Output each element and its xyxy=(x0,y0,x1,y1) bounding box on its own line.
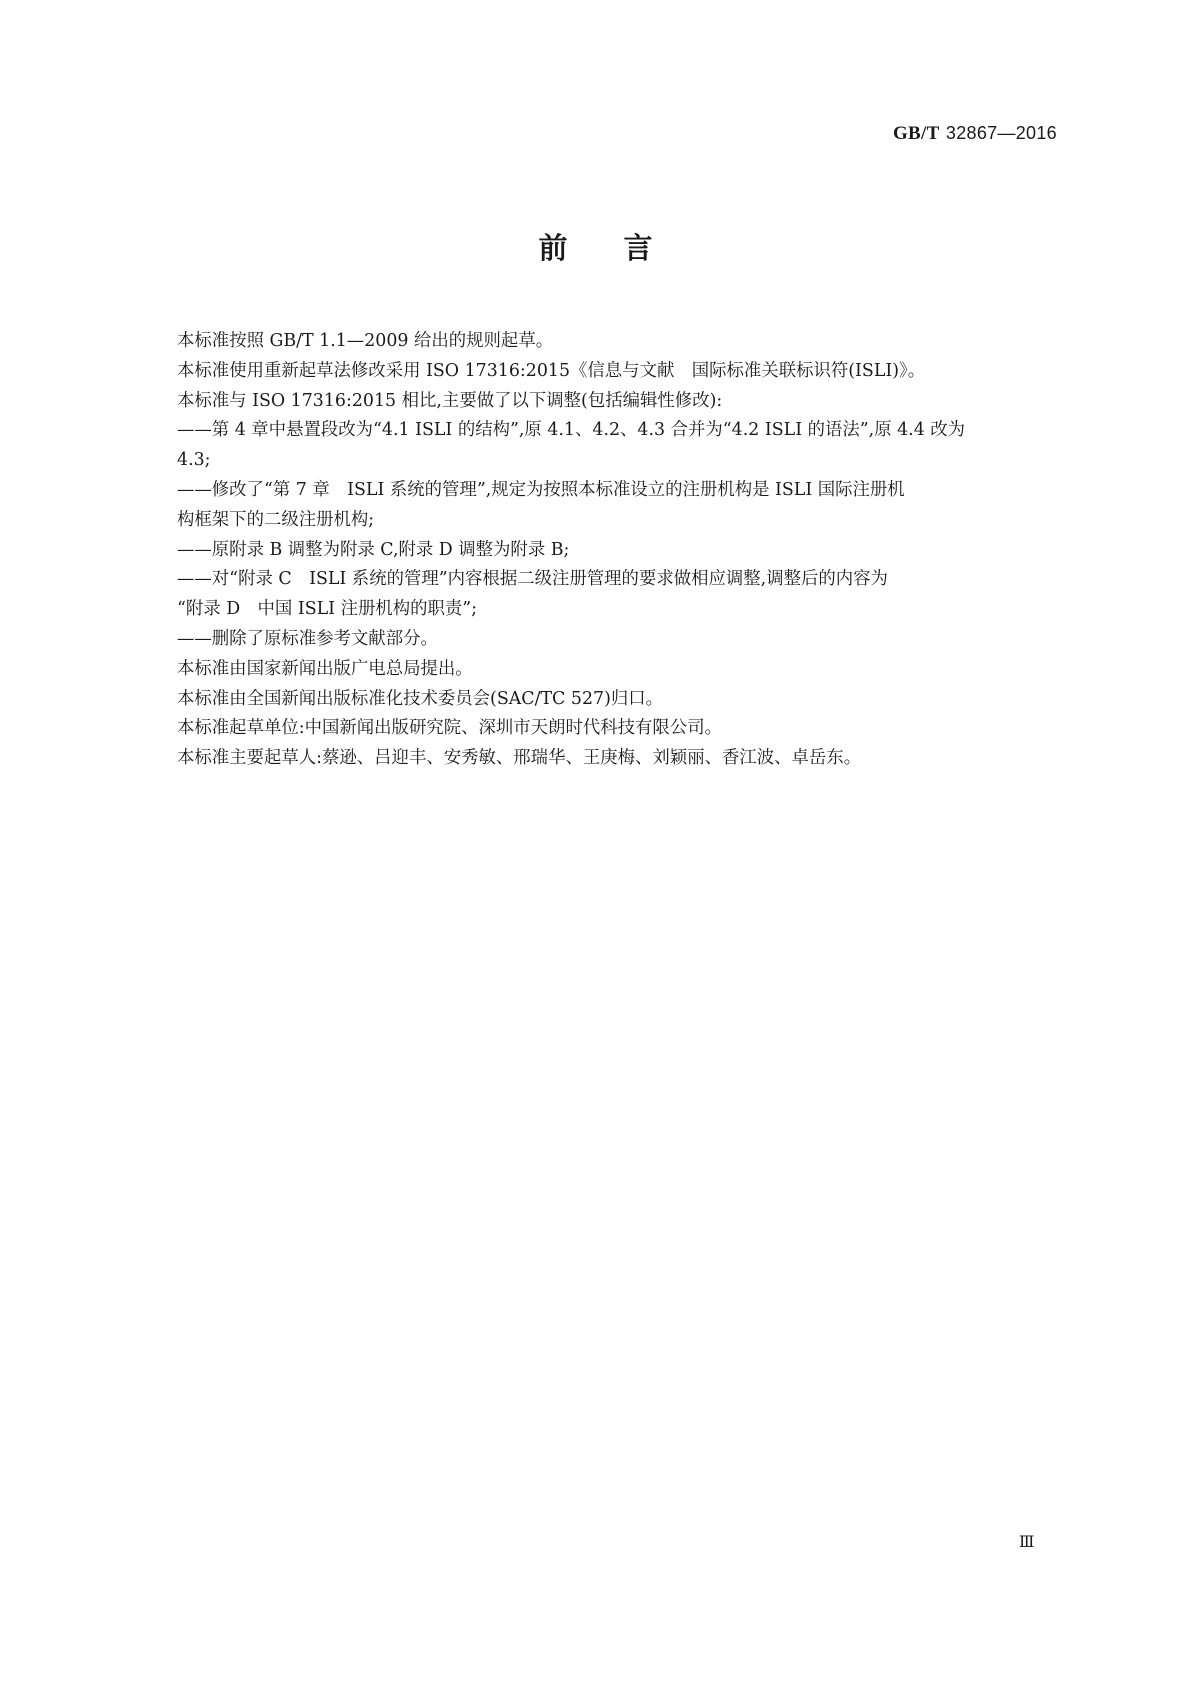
list-item-continuation: 4.3; xyxy=(177,450,211,471)
paragraph-drafting-rules: 本标准按照 GB/T 1.1—2009 给出的规则起草。 xyxy=(177,331,554,351)
list-item-line: ——原附录 B 调整为附录 C,附录 D 调整为附录 B; xyxy=(177,539,570,560)
list-item-continuation: “附录 D 中国 ISLI 注册机构的职责”; xyxy=(177,599,478,620)
list-item-line: ——第 4 章中悬置段改为“4.1 ISLI 的结构”,原 4.1、4.2、4.3 合并为“4.2 ISLI 的语法”,原 4.4 改为 xyxy=(177,420,966,441)
paragraph-proposer: 本标准由国家新闻出版广电总局提出。 xyxy=(177,658,473,679)
paragraph-committee: 本标准由全国新闻出版标准化技术委员会(SAC/TC 527)归口。 xyxy=(177,688,664,709)
list-item xyxy=(177,625,1059,655)
list-item-continuation: 构框架下的二级注册机构; xyxy=(177,509,375,530)
paragraph-adoption: 本标准使用重新起草法修改采用 ISO 17316:2015《信息与文献 国际标准关联标识符(ISLI)》。 xyxy=(177,360,926,381)
page-number: Ⅲ xyxy=(1019,1532,1035,1551)
list-item-line: ——对“附录 C ISLI 系统的管理”内容根据二级注册管理的要求做相应调整,调整后的内容为 xyxy=(177,569,888,590)
page-title: 前言 xyxy=(538,231,709,265)
standard-number: 32867—2016 xyxy=(945,123,1057,143)
list-item xyxy=(177,536,1059,566)
paragraph-drafting-units: 本标准起草单位:中国新闻出版研究院、深圳市天朗时代科技有限公司。 xyxy=(177,718,722,739)
list-item xyxy=(177,416,1059,476)
paragraph-changes-intro: 本标准与 ISO 17316:2015 相比,主要做了以下调整(包括编辑性修改): xyxy=(177,390,723,411)
list-item-line: ——删除了原标准参考文献部分。 xyxy=(177,628,438,649)
list-item xyxy=(177,476,1059,536)
paragraph-drafters: 本标准主要起草人:蔡逊、吕迎丰、安秀敏、邢瑞华、王庚梅、刘颖丽、香江波、卓岳东。 xyxy=(177,748,862,769)
list-item-line: ——修改了“第 7 章 ISLI 系统的管理”,规定为按照本标准设立的注册机构是 ISLI 国际注册机 xyxy=(177,479,905,500)
page-header xyxy=(893,122,1057,145)
list-item xyxy=(177,565,1059,625)
standard-code: GB/T xyxy=(892,123,940,144)
foreword-body xyxy=(177,327,1059,774)
